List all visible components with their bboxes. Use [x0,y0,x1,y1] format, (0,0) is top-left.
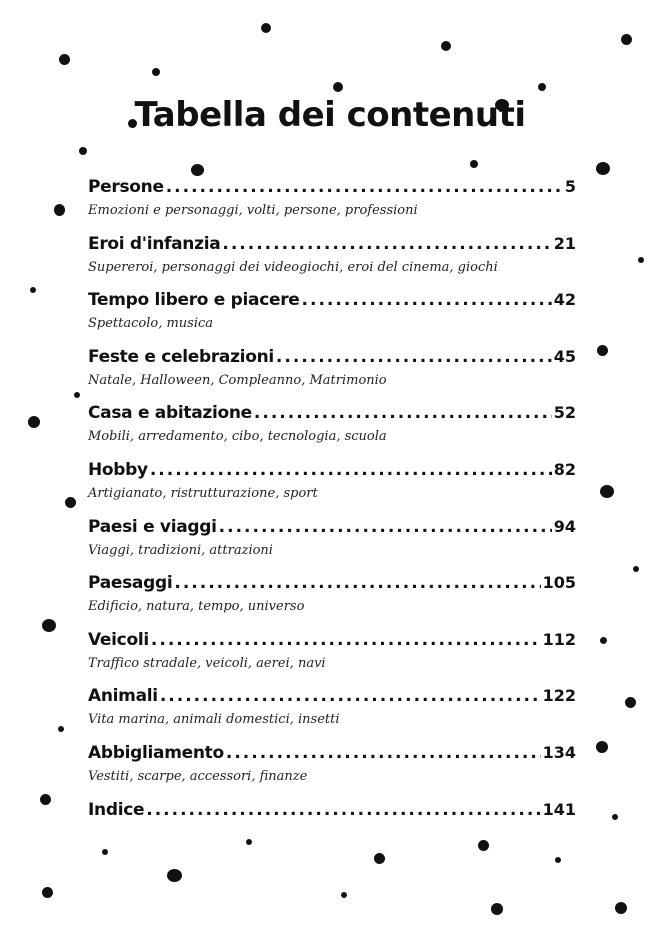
entry-page-number: 141 [542,799,576,819]
dot [42,619,56,632]
dot [58,726,64,732]
toc-entry-abbigliamento[interactable] [88,743,576,800]
toc-entry-feste[interactable] [88,347,576,404]
toc-entry-persone[interactable] [88,177,576,234]
dot [54,204,65,216]
dot [42,887,53,898]
dot-leader [146,800,540,820]
table-of-contents [88,177,576,856]
dot [615,902,627,914]
entry-title: Abbigliamento [88,742,224,763]
entry-title: Veicoli [88,629,149,650]
dot [40,794,51,805]
page-title: Tabella dei contenuti [134,95,526,135]
dot [538,83,546,91]
dot-leader [219,517,552,537]
entry-title: Tempo libero e piacere [88,290,300,311]
dot [65,497,76,508]
entry-page-number: 42 [553,290,576,310]
dot [621,34,632,45]
dot [633,566,639,572]
dot-leader [222,234,551,254]
entry-subtitle: Emozioni e personaggi, volti, persone, professioni [88,203,418,218]
dot [441,41,451,51]
toc-entry-veicoli[interactable] [88,630,576,687]
dot-leader [302,290,552,310]
dot [59,54,70,65]
entry-subtitle: Viaggi, tradizioni, attrazioni [88,542,273,558]
entry-title: Hobby [88,459,148,480]
dot-leader [150,460,552,480]
dot-leader [254,403,552,423]
dot [28,416,40,428]
entry-subtitle: Supereroi, personaggi dei videogiochi, eroi del cinema, giochi [88,259,498,275]
entry-title: Paesaggi [88,573,173,594]
toc-entry-animali[interactable] [88,686,576,743]
dot [600,637,607,644]
dot-leader [276,347,552,367]
dot [167,869,182,882]
dot [79,147,87,155]
dot-leader [151,630,541,650]
dot [597,345,608,356]
entry-page-number: 21 [553,233,576,253]
dot [600,485,614,498]
entry-title: Persone [88,177,164,197]
dot-leader [174,573,540,593]
entry-title: Casa e abitazione [88,403,252,424]
entry-subtitle: Mobili, arredamento, cibo, tecnologia, scuola [88,429,387,445]
entry-page-number: 105 [542,573,576,593]
entry-subtitle: Edificio, natura, tempo, universo [88,599,305,615]
dot [612,814,618,820]
dot [491,903,503,915]
toc-entry-casa[interactable] [88,403,576,460]
entry-page-number: 52 [553,403,576,423]
entry-title: Paesi e viaggi [88,516,217,537]
entry-page-number: 45 [553,346,576,366]
dot [191,164,204,176]
dot [638,257,644,263]
entry-subtitle: Vita marina, animali domestici, insetti [88,712,340,728]
entry-subtitle: Natale, Halloween, Compleanno, Matrimonio [88,372,387,388]
entry-subtitle: Spettacolo, musica [88,316,214,332]
dot-leader [160,686,541,706]
toc-entry-paesi[interactable] [88,517,576,574]
entry-page-number: 122 [542,686,576,706]
entry-page-number: 134 [542,742,576,762]
toc-entry-tempo-libero[interactable] [88,290,576,347]
toc-entry-indice[interactable] [88,800,576,857]
entry-subtitle: Vestiti, scarpe, accessori, finanze [88,768,308,784]
dot-leader [166,177,563,197]
entry-title: Animali [88,686,158,707]
entry-page-number: 5 [564,177,576,196]
entry-title: Eroi d'infanzia [88,233,221,254]
dot [152,68,160,76]
dot [596,162,610,175]
dot [341,892,347,898]
entry-subtitle: Artigianato, ristrutturazione, sport [88,485,318,501]
entry-page-number: 94 [553,516,576,536]
dot [261,23,271,33]
dot [333,82,343,92]
dot [625,697,636,708]
dot [555,857,561,863]
dot [30,287,36,293]
dot [596,741,608,753]
entry-page-number: 82 [553,459,576,479]
toc-entry-hobby[interactable] [88,460,576,517]
dot-leader [226,743,541,763]
dot [74,392,80,398]
entry-title: Feste e celebrazioni [88,346,274,367]
entry-subtitle: Traffico stradale, veicoli, aerei, navi [88,655,326,671]
entry-title: Indice [88,799,145,820]
toc-entry-paesaggi[interactable] [88,573,576,630]
entry-page-number: 112 [542,629,576,649]
dot [470,160,478,168]
toc-entry-eroi-d-infanzia[interactable] [88,234,576,291]
